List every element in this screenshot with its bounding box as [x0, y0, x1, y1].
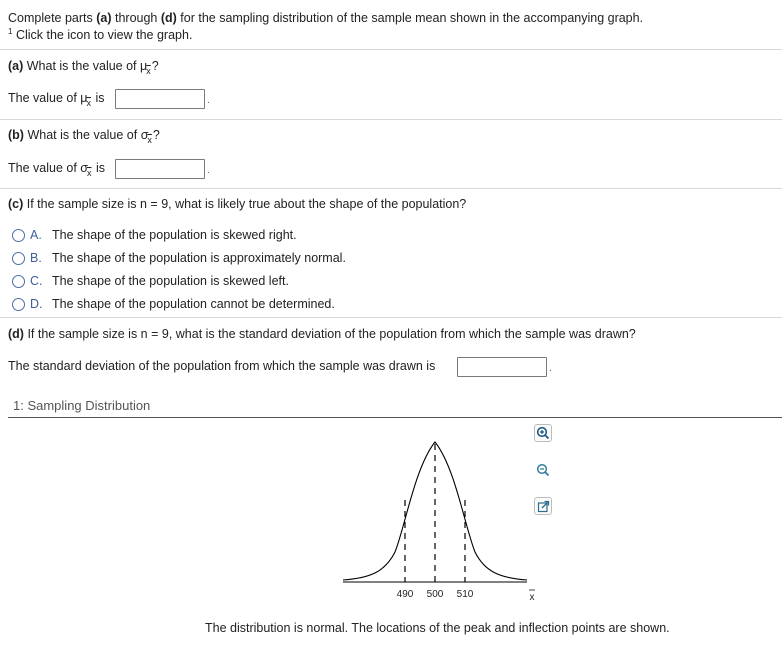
- part-d-dot: .: [549, 363, 552, 374]
- part-c-label: (c): [8, 197, 24, 211]
- part-d-label: (d): [8, 327, 24, 341]
- option-d-letter: D.: [30, 297, 43, 311]
- intro-part-d: (d): [160, 11, 177, 25]
- intro-part-a: (a): [96, 11, 112, 25]
- option-a-letter: A.: [30, 228, 42, 242]
- sigma-symbol: σ: [140, 128, 149, 142]
- part-b-question: [8, 128, 160, 145]
- option-b-letter: B.: [30, 251, 42, 265]
- part-a-label: (a): [8, 59, 24, 73]
- radio-button-b[interactable]: [12, 252, 25, 265]
- tick-label-490: 490: [396, 589, 414, 600]
- option-d-text[interactable]: The shape of the population cannot be determined.: [52, 297, 335, 311]
- x-bar-subscript: x: [146, 66, 151, 76]
- x-bar-subscript: x: [86, 168, 92, 178]
- part-b-dot: .: [207, 165, 210, 176]
- radio-button-d[interactable]: [12, 298, 25, 311]
- part-b-question-prefix: What is the value of: [23, 128, 141, 142]
- part-b-answer-label: [8, 161, 105, 178]
- part-a-question-prefix: What is the value of: [23, 59, 141, 73]
- pop-out-button[interactable]: [534, 497, 552, 515]
- footnote-number: 1: [8, 27, 13, 36]
- part-d-answer-input[interactable]: [457, 357, 547, 377]
- part-b-answer-suffix: is: [92, 161, 105, 175]
- part-c-divider: [0, 317, 782, 318]
- x-bar-subscript: x: [86, 98, 91, 108]
- figure-caption: The distribution is normal. The locations of the peak and inflection points are shown.: [205, 621, 670, 635]
- tick-label-510: 510: [456, 589, 474, 600]
- part-b-label: (b): [8, 128, 24, 142]
- part-a-answer-suffix: is: [91, 91, 105, 105]
- intro-mid: through: [111, 11, 161, 25]
- intro-suffix: for the sampling distribution of the sample mean shown in the accompanying graph.: [176, 11, 644, 25]
- footnote[interactable]: [8, 27, 192, 42]
- option-b-text[interactable]: The shape of the population is approximately normal.: [52, 251, 346, 265]
- footnote-text[interactable]: Click the icon to view the graph.: [15, 28, 193, 43]
- mu-symbol: μ: [80, 91, 88, 105]
- part-a-divider: [0, 119, 782, 120]
- part-a-answer-label: [8, 91, 105, 108]
- part-a-question-suffix: ?: [151, 59, 159, 73]
- tick-label-500: 500: [426, 589, 444, 600]
- zoom-out-button[interactable]: [534, 461, 552, 479]
- part-d-answer-label: The standard deviation of the population from which the sample was drawn is: [8, 359, 436, 373]
- zoom-out-icon: [536, 463, 550, 477]
- part-d-question-text: If the sample size is n = 9, what is the standard deviation of the population from which the sample was drawn?: [23, 327, 636, 341]
- normal-distribution-graph: [330, 432, 540, 602]
- zoom-in-button[interactable]: [534, 424, 552, 442]
- intro-prefix: Complete parts: [8, 11, 97, 25]
- radio-button-a[interactable]: [12, 229, 25, 242]
- part-b-answer-input[interactable]: [115, 159, 205, 179]
- part-b-question-suffix: ?: [152, 128, 160, 142]
- radio-button-c[interactable]: [12, 275, 25, 288]
- part-c-question-text: If the sample size is n = 9, what is likely true about the shape of the population?: [23, 197, 467, 211]
- option-c-text[interactable]: The shape of the population is skewed left.: [52, 274, 289, 288]
- part-a-answer-prefix: The value of: [8, 91, 81, 105]
- part-c-question: [8, 197, 466, 211]
- x-bar-subscript: x: [147, 135, 152, 145]
- zoom-in-icon: [536, 426, 550, 440]
- intro-text: [8, 11, 643, 25]
- part-a-question: [8, 59, 159, 76]
- part-b-answer-prefix: The value of: [8, 161, 81, 175]
- header-divider: [0, 49, 782, 50]
- part-a-dot: .: [207, 95, 210, 106]
- part-a-answer-input[interactable]: [115, 89, 205, 109]
- option-c-letter: C.: [30, 274, 43, 288]
- figure-title-divider: [8, 417, 782, 418]
- figure-title: 1: Sampling Distribution: [13, 398, 151, 413]
- part-b-divider: [0, 188, 782, 189]
- axis-label-x: x: [529, 592, 535, 602]
- part-d-question: [8, 327, 636, 341]
- mu-symbol: μ: [140, 59, 148, 73]
- option-a-text[interactable]: The shape of the population is skewed right.: [52, 228, 297, 242]
- sigma-symbol: σ: [80, 161, 88, 175]
- pop-out-icon: [537, 500, 550, 513]
